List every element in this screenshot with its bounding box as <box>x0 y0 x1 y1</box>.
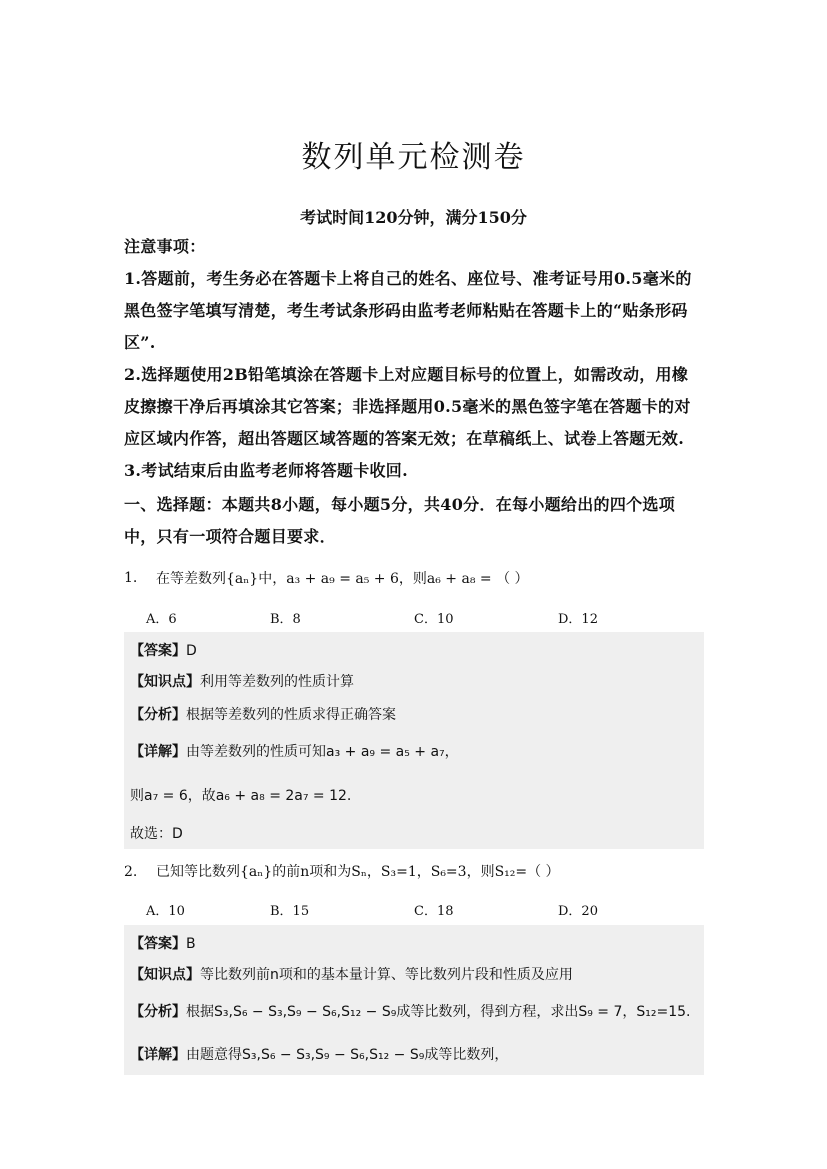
q1-stem: 在等差数列{aₙ}中，a₃ + a₉ = a₅ + 6，则a₆ + a₈ = （ ） <box>156 571 529 587</box>
q1-analysis-line <box>130 704 396 724</box>
detail-tag: 【详解】 <box>130 1047 186 1063</box>
q2-analysis-line <box>130 1001 691 1021</box>
answer-tag: 【答案】 <box>130 643 186 659</box>
analysis-tag: 【分析】 <box>130 1004 186 1020</box>
q2-option-b: B．15 <box>270 904 310 919</box>
q1-answer-line <box>130 640 197 660</box>
q2-detail-line <box>130 1044 508 1064</box>
q1-answer-block <box>124 632 704 849</box>
analysis-tag: 【分析】 <box>130 707 186 723</box>
q2-option-c: C．18 <box>414 904 454 919</box>
q1-option-a: A．6 <box>146 612 177 627</box>
q2-knowledge-line <box>130 964 573 984</box>
q1-option-d: D．12 <box>558 612 598 627</box>
q2-stem: 已知等比数列{aₙ}的前n项和为Sₙ，S₃=1，S₆=3，则S₁₂=（ ） <box>156 864 560 880</box>
q1-option-c: C．10 <box>414 612 454 627</box>
notice-item1-line3: 区”. <box>124 333 156 352</box>
detail-tag: 【详解】 <box>130 744 186 760</box>
section1-line1: 一、选择题：本题共8小题，每小题5分，共40分．在每小题给出的四个选项 <box>124 495 676 514</box>
notice-item1-line2: 黑色签字笔填写清楚，考生考试条形码由监考老师粘贴在答题卡上的“贴条形码 <box>124 301 688 320</box>
q2-answer-block <box>124 925 704 1075</box>
q1-detail-line2: 则a₇ = 6，故a₆ + a₈ = 2a₇ = 12. <box>130 788 352 804</box>
section1-line2: 中，只有一项符合题目要求． <box>124 527 336 546</box>
knowledge-tag: 【知识点】 <box>130 674 200 690</box>
q1-choose-line: 故选：D <box>130 826 183 842</box>
detail-value: 由题意得S₃,S₆ − S₃,S₉ − S₆,S₁₂ − S₉成等比数列， <box>186 1047 509 1063</box>
q2-answer-line <box>130 933 196 953</box>
exam-info: 考试时间120分钟，满分150分 <box>300 208 527 227</box>
detail-value: 由等差数列的性质可知a₃ + a₉ = a₅ + a₇， <box>186 744 459 760</box>
notice-item1-line1: 1.答题前，考生务必在答题卡上将自己的姓名、座位号、准考证号用0.5毫米的 <box>124 269 692 288</box>
analysis-value: 根据S₃,S₆ − S₃,S₉ − S₆,S₁₂ − S₉成等比数列，得到方程，求出S₉ = 7，S₁₂=15. <box>186 1004 691 1020</box>
knowledge-value: 等比数列前n项和的基本量计算、等比数列片段和性质及应用 <box>200 967 573 983</box>
answer-value: B <box>186 936 196 952</box>
q1-number: 1. <box>124 570 138 586</box>
notice-item3: 3.考试结束后由监考老师将答题卡收回. <box>124 461 408 480</box>
notice-item2-line2: 皮擦擦干净后再填涂其它答案；非选择题用0.5毫米的黑色签字笔在答题卡的对 <box>124 397 691 416</box>
answer-value: D <box>186 643 197 659</box>
answer-tag: 【答案】 <box>130 936 186 952</box>
page-title: 数列单元检测卷 <box>301 140 526 175</box>
notice-item2-line1: 2.选择题使用2B铅笔填涂在答题卡上对应题目标号的位置上，如需改动，用橡 <box>124 365 689 384</box>
knowledge-value: 利用等差数列的性质计算 <box>200 674 354 690</box>
notice-heading: 注意事项： <box>124 237 206 256</box>
q1-detail-line <box>130 741 459 761</box>
q2-option-a: A．10 <box>146 904 185 919</box>
q2-number: 2. <box>124 864 138 880</box>
q1-knowledge-line <box>130 671 354 691</box>
q2-option-d: D．20 <box>558 904 598 919</box>
knowledge-tag: 【知识点】 <box>130 967 200 983</box>
q1-option-b: B．8 <box>270 612 301 627</box>
notice-item2-line3: 应区域内作答，超出答题区域答题的答案无效；在草稿纸上、试卷上答题无效. <box>124 429 685 448</box>
analysis-value: 根据等差数列的性质求得正确答案 <box>186 707 396 723</box>
